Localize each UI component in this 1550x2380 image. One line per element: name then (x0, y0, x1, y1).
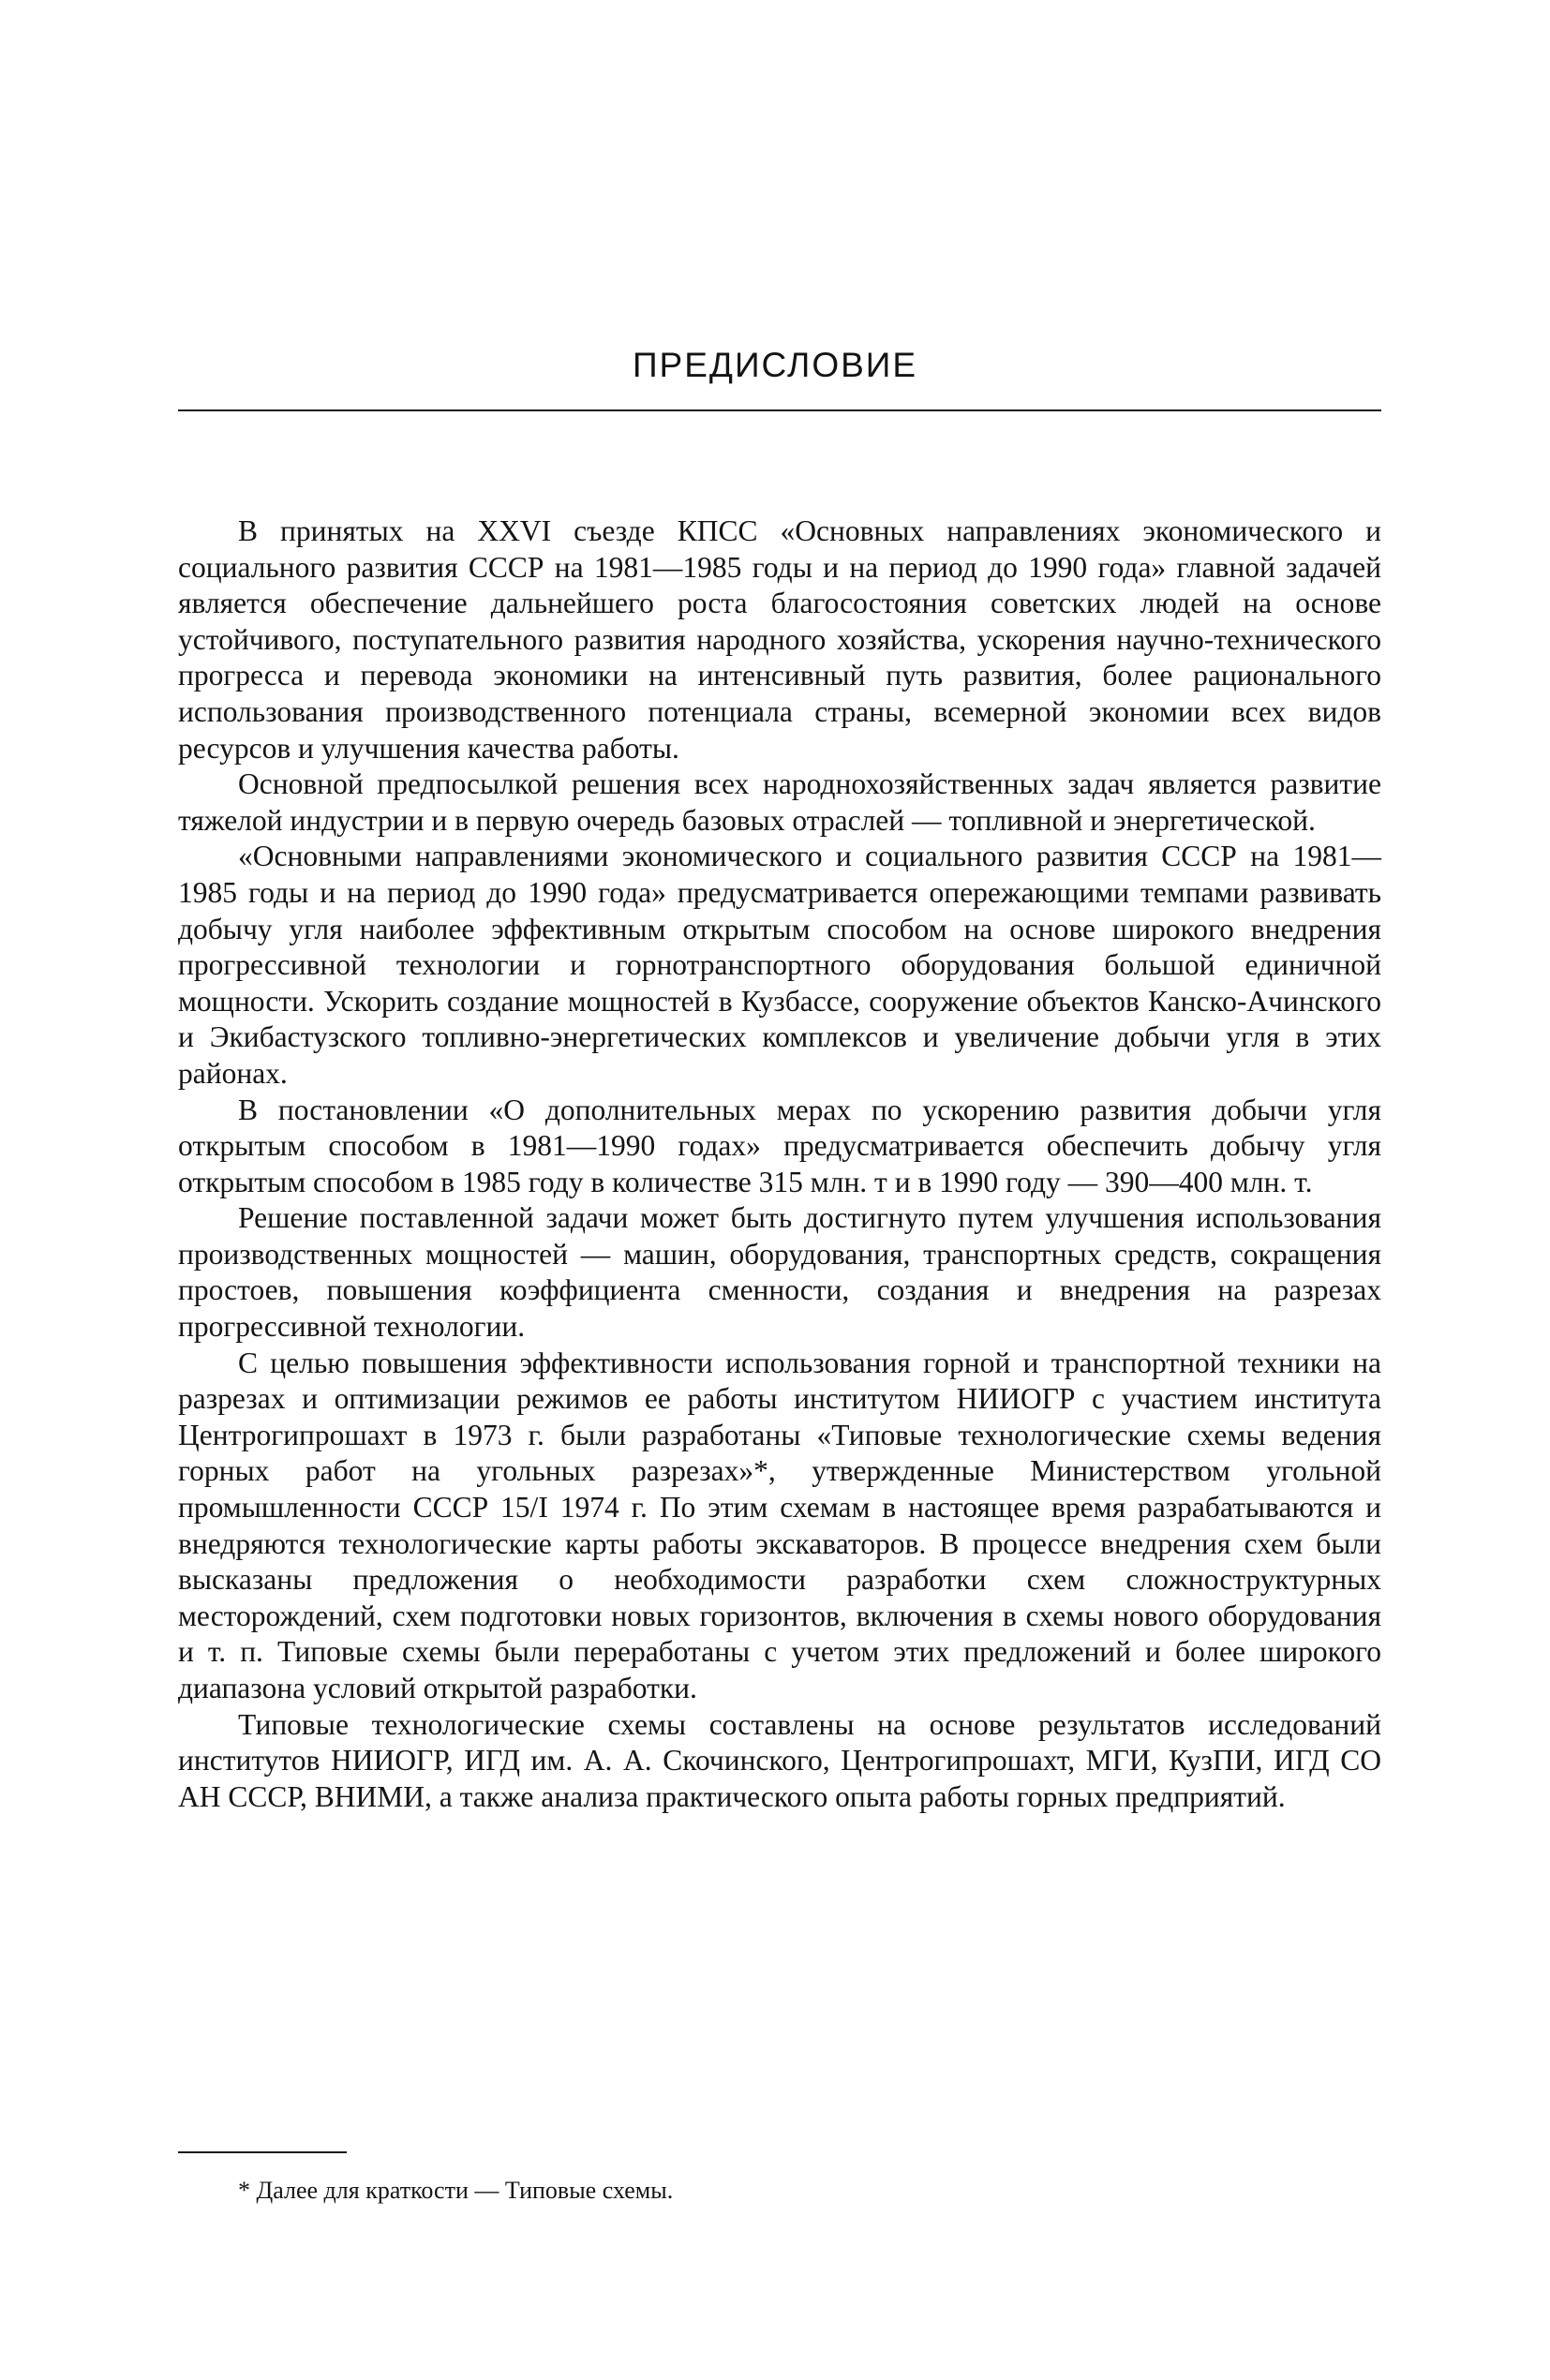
paragraph-2: Основной предпосылкой решения всех народнохозяйственных задач является развитие тяжелой индустрии и в первую очередь базовых отраслей — топливной и энергетической. (178, 767, 1381, 837)
paragraph-6: С целью повышения эффективности использования горной и транспортной техники на разрезах и оптимизации режимов ее работы институтом НИИОГР с участием института Центрогипрошахт в 1973 г. были разработаны «Типовые технологические схемы ведения горных работ на угольных разрезах»*, утвержденные Министерством угольной промышленности СССР 15/I 1974 г. По этим схемам в настоящее время разрабатываются и внедряются технологические карты работы экскаваторов. В процессе внедрения схем были высказаны предложения о необходимости разработки схем сложноструктурных месторождений, схем подготовки новых горизонтов, включения в схемы нового оборудования и т. п. Типовые схемы были переработаны с учетом этих предложений и более широкого диапазона условий открытой разработки. (178, 1346, 1381, 1704)
body-text (178, 513, 1381, 1815)
paragraph-3: «Основными направлениями экономического и социального развития СССР на 1981—1985 годы и на период до 1990 года» предусматривается опережающими темпами развивать добычу угля наиболее эффективным открытым способом на основе широкого внедрения прогрессивной технологии и горнотранспортного оборудования большой единичной мощности. Ускорить создание мощностей в Кузбассе, сооружение объектов Канско-Ачинского и Экибастузского топливно-энергетических комплексов и увеличение добычи угля в этих районах. (178, 840, 1381, 1090)
paragraph-5: Решение поставленной задачи может быть достигнуто путем улучшения использования производственных мощностей — машин, оборудования, транспортных средств, сокращения простоев, повышения коэффициента сменности, создания и внедрения на разрезах прогрессивной технологии. (178, 1201, 1381, 1344)
page-title: ПРЕДИСЛОВИЕ (632, 346, 918, 384)
paragraph-1: В принятых на XXVI съезде КПСС «Основных направлениях экономического и социального развития СССР на 1981—1985 годы и на период до 1990 года» главной задачей является обеспечение дальнейшего роста благосостояния советских людей на основе устойчивого, поступательного развития народного хозяйства, ускорения научно-технического прогресса и перевода экономики на интенсивный путь развития, более рационального использования производственного потенциала страны, всемерной экономии всех видов ресурсов и улучшения качества работы. (178, 514, 1381, 765)
paragraph-7: Типовые технологические схемы составлены на основе результатов исследований институтов НИИОГР, ИГД им. А. А. Скочинского, Центрогипрошахт, МГИ, КузПИ, ИГД СО АН СССР, ВНИМИ, а также анализа практического опыта работы горных предприятий. (178, 1707, 1381, 1813)
paragraph-4: В постановлении «О дополнительных мерах по ускорению развития добычи угля открытым способом в 1981—1990 годах» предусматривается обеспечить добычу угля открытым способом в 1985 году в количестве 315 млн. т и в 1990 году — 390—400 млн. т. (178, 1093, 1381, 1198)
title-divider (178, 409, 1381, 411)
footnote: * Далее для краткости — Типовые схемы. (238, 2177, 674, 2204)
footnote-divider (178, 2151, 347, 2153)
